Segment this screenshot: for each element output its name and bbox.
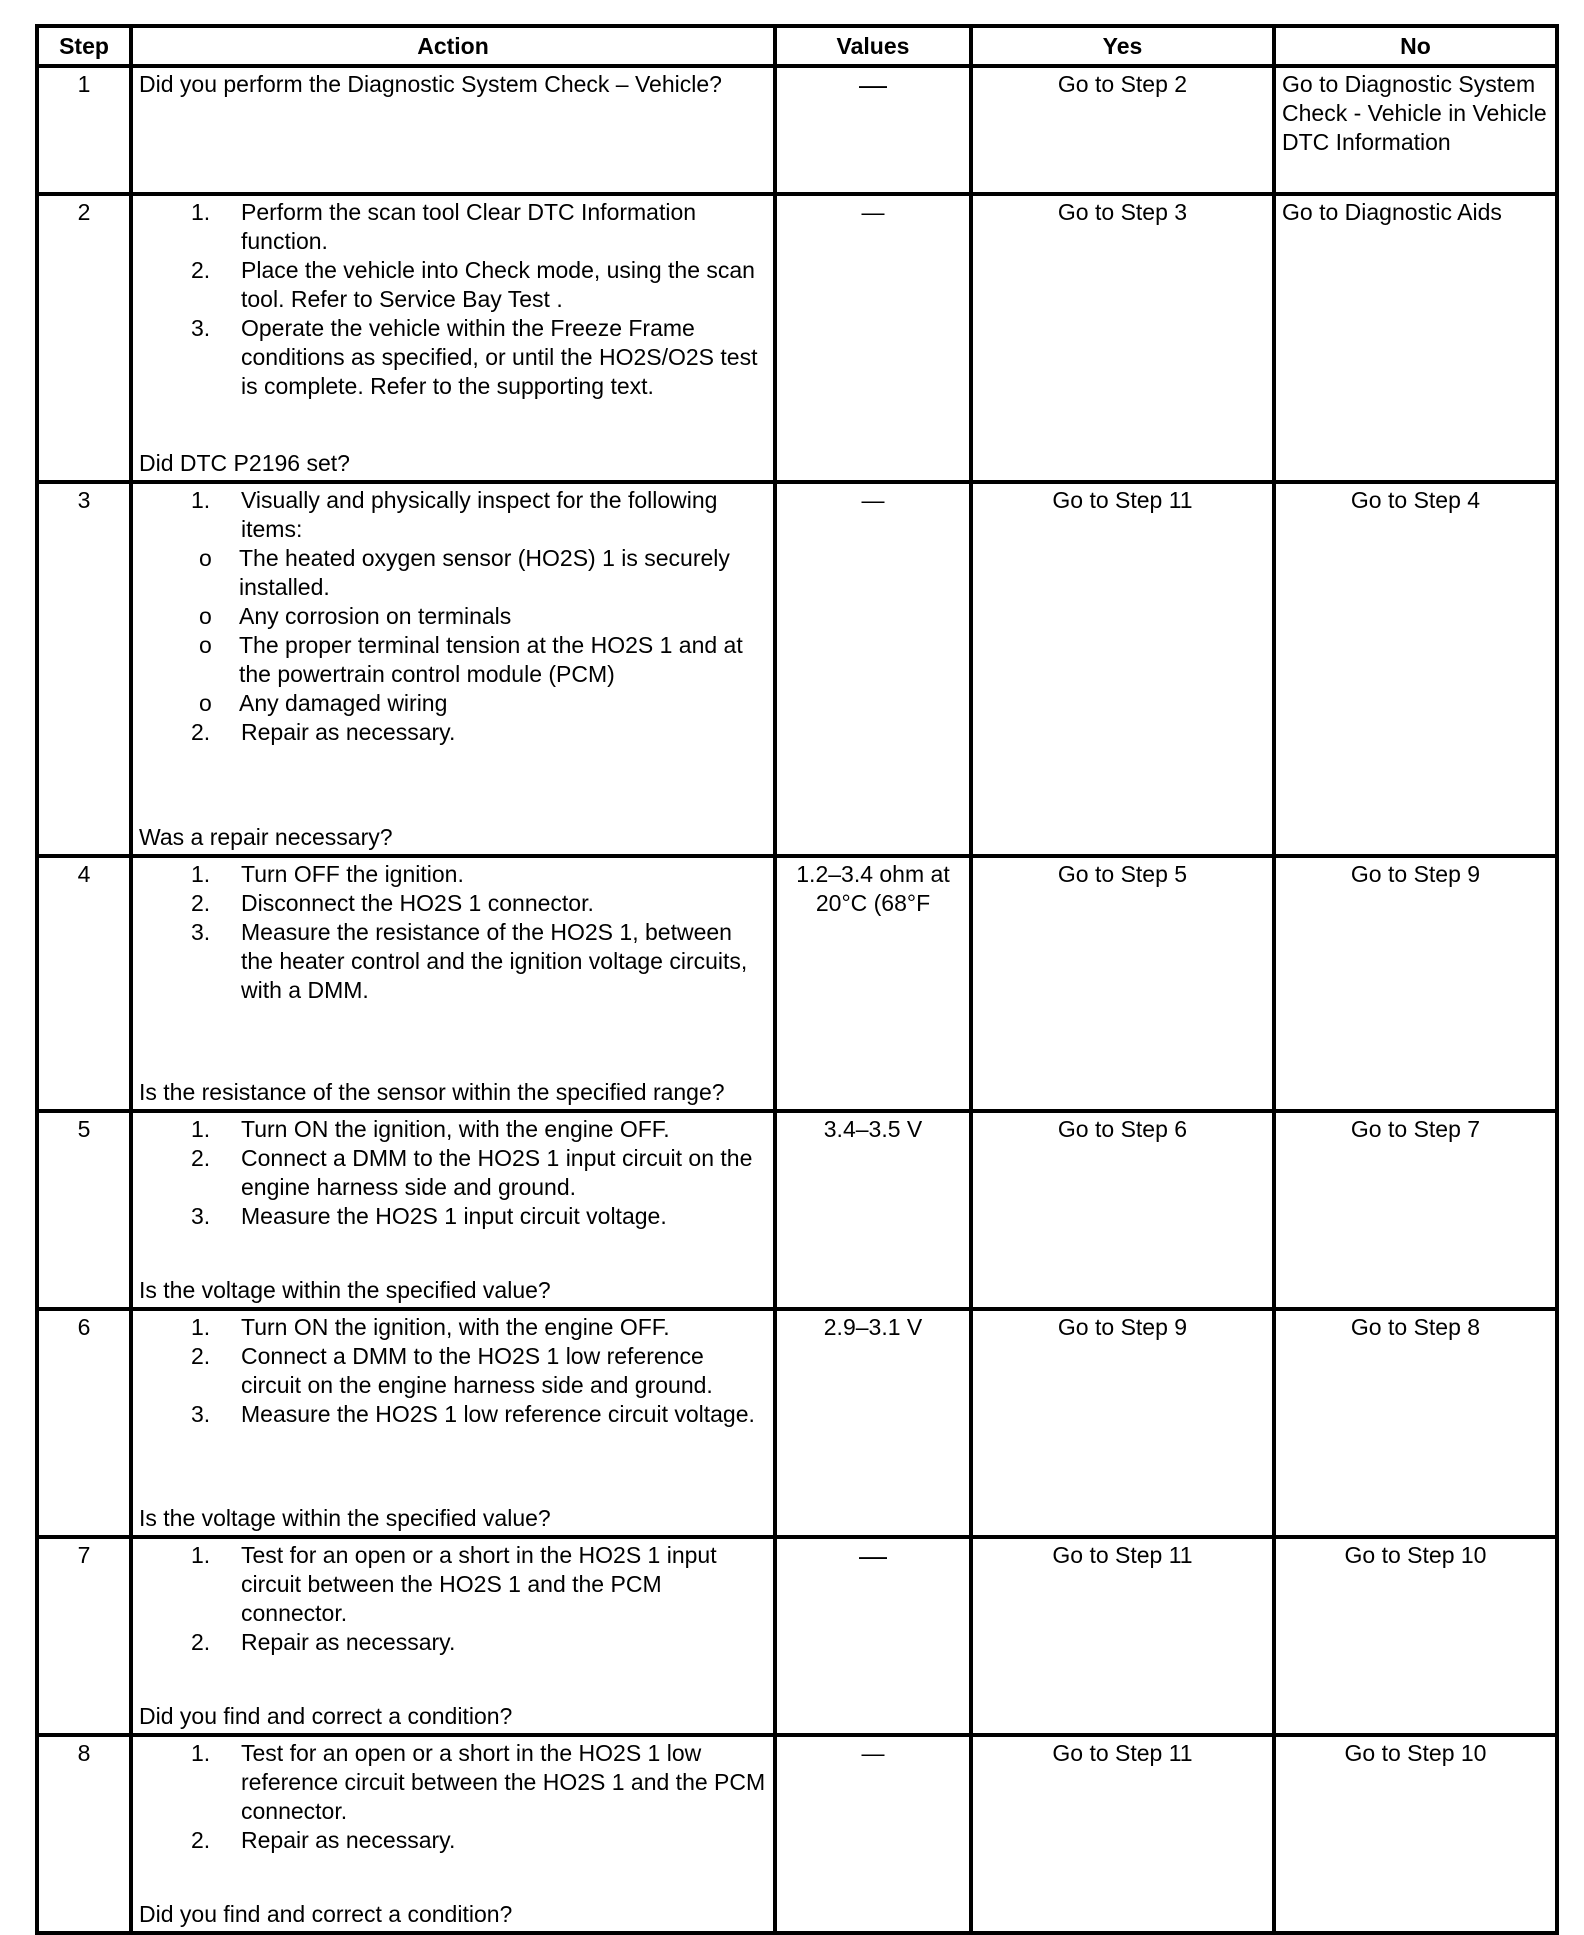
value-text: — bbox=[859, 1540, 887, 1571]
action-question: Is the voltage within the specified value? bbox=[139, 1505, 551, 1531]
action-question: Was a repair necessary? bbox=[139, 824, 393, 850]
step-number: 8 bbox=[37, 1735, 131, 1933]
action-cell bbox=[131, 1309, 775, 1537]
sub-list-item: o Any damaged wiring bbox=[199, 690, 448, 716]
action-list bbox=[139, 1739, 767, 1855]
table-row-step-2 bbox=[37, 194, 1557, 482]
yes-cell: Go to Step 2 bbox=[971, 66, 1274, 194]
no-cell: Go to Step 10 bbox=[1274, 1735, 1557, 1933]
value-text: — bbox=[861, 487, 885, 513]
value-cell bbox=[775, 1537, 971, 1735]
header-yes: Yes bbox=[971, 26, 1274, 66]
action-question: Did you find and correct a condition? bbox=[139, 1703, 513, 1729]
header-row bbox=[37, 26, 1557, 66]
list-item: 1. Turn ON the ignition, with the engine OFF. bbox=[191, 1116, 670, 1142]
sub-list-item: o Any corrosion on terminals bbox=[199, 603, 512, 629]
action-cell bbox=[131, 856, 775, 1111]
list-item: 3. Measure the HO2S 1 low reference circuit voltage. bbox=[191, 1401, 755, 1427]
yes-cell: Go to Step 11 bbox=[971, 1735, 1274, 1933]
list-item: 3. Measure the resistance of the HO2S 1, between the heater control and the ignition voltage circuits, with a DMM. bbox=[191, 919, 748, 1003]
table-row-step-6 bbox=[37, 1309, 1557, 1537]
list-item: 2. Connect a DMM to the HO2S 1 input circuit on the engine harness side and ground. bbox=[191, 1145, 753, 1200]
list-item: 1. Visually and physically inspect for the following items: o The heated oxygen sensor (HO2S) 1 is securely installed. o Any corrosion on terminals o The proper terminal tension at the HO2S 1 and at the powertrain control module (PCM) o Any damaged wiring bbox=[139, 486, 767, 718]
list-item: 1. Turn ON the ignition, with the engine OFF. bbox=[191, 1314, 670, 1340]
list-item: 1. Test for an open or a short in the HO2S 1 input circuit between the HO2S 1 and the PCM connector. bbox=[191, 1542, 717, 1626]
list-item: 2. Repair as necessary. bbox=[191, 719, 456, 745]
no-cell: Go to Step 10 bbox=[1274, 1537, 1557, 1735]
no-cell: Go to Step 4 bbox=[1274, 482, 1557, 856]
action-list bbox=[139, 860, 767, 1005]
list-item: 2. Place the vehicle into Check mode, using the scan tool. Refer to Service Bay Test . bbox=[191, 257, 755, 312]
no-cell: Go to Diagnostic System Check - Vehicle in Vehicle DTC Information bbox=[1274, 66, 1557, 194]
sub-list-item: o The heated oxygen sensor (HO2S) 1 is securely installed. bbox=[199, 545, 730, 600]
table-row-step-4 bbox=[37, 856, 1557, 1111]
step-number: 3 bbox=[37, 482, 131, 856]
action-cell bbox=[131, 1735, 775, 1933]
list-item: 3. Operate the vehicle within the Freeze Frame conditions as specified, or until the HO2S/O2S test is complete. Refer to the supporting text. bbox=[191, 315, 758, 399]
step-number: 4 bbox=[37, 856, 131, 1111]
value-text: 3.4–3.5 V bbox=[823, 1116, 923, 1142]
list-item: 3. Measure the HO2S 1 input circuit voltage. bbox=[191, 1203, 667, 1229]
no-cell: Go to Step 7 bbox=[1274, 1111, 1557, 1309]
action-list bbox=[139, 1115, 767, 1231]
header-values: Values bbox=[775, 26, 971, 66]
action-question: Is the resistance of the sensor within the specified range? bbox=[139, 1079, 725, 1105]
value-cell bbox=[775, 1735, 971, 1933]
table-row-step-8 bbox=[37, 1735, 1557, 1933]
action-question: Did you find and correct a condition? bbox=[139, 1901, 513, 1927]
list-item: 1. Perform the scan tool Clear DTC Information function. bbox=[191, 199, 697, 254]
list-item: 1. Turn OFF the ignition. bbox=[191, 861, 464, 887]
value-text: — bbox=[861, 199, 885, 225]
step-number: 7 bbox=[37, 1537, 131, 1735]
table-row-step-3 bbox=[37, 482, 1557, 856]
value-cell bbox=[775, 1111, 971, 1309]
sub-list-item: o The proper terminal tension at the HO2S 1 and at the powertrain control module (PCM) bbox=[199, 632, 743, 687]
sub-list bbox=[139, 544, 767, 718]
list-item: 2. Repair as necessary. bbox=[191, 1629, 456, 1655]
value-cell bbox=[775, 66, 971, 194]
header-step: Step bbox=[37, 26, 131, 66]
action-list bbox=[139, 198, 767, 401]
value-text: — bbox=[861, 1740, 885, 1766]
no-cell: Go to Diagnostic Aids bbox=[1274, 194, 1557, 482]
no-cell: Go to Step 8 bbox=[1274, 1309, 1557, 1537]
step-number: 5 bbox=[37, 1111, 131, 1309]
diagnostic-table bbox=[35, 24, 1559, 1935]
action-question: Did DTC P2196 set? bbox=[139, 450, 350, 476]
action-list bbox=[139, 1541, 767, 1657]
step-number: 2 bbox=[37, 194, 131, 482]
list-item: 2. Connect a DMM to the HO2S 1 low reference circuit on the engine harness side and ground. bbox=[191, 1343, 713, 1398]
header-no: No bbox=[1274, 26, 1557, 66]
no-cell: Go to Step 9 bbox=[1274, 856, 1557, 1111]
step-number: 6 bbox=[37, 1309, 131, 1537]
value-text: 1.2–3.4 ohm at 20°C (68°F bbox=[796, 861, 950, 916]
yes-cell: Go to Step 11 bbox=[971, 1537, 1274, 1735]
action-cell bbox=[131, 1537, 775, 1735]
action-list bbox=[139, 486, 767, 747]
yes-cell: Go to Step 6 bbox=[971, 1111, 1274, 1309]
action-list bbox=[139, 1313, 767, 1429]
yes-cell: Go to Step 9 bbox=[971, 1309, 1274, 1537]
action-cell bbox=[131, 194, 775, 482]
action-question: Is the voltage within the specified value? bbox=[139, 1277, 551, 1303]
yes-cell: Go to Step 5 bbox=[971, 856, 1274, 1111]
value-cell bbox=[775, 482, 971, 856]
yes-cell: Go to Step 3 bbox=[971, 194, 1274, 482]
table-row-step-5 bbox=[37, 1111, 1557, 1309]
value-text: — bbox=[859, 69, 887, 100]
value-cell bbox=[775, 856, 971, 1111]
step-number: 1 bbox=[37, 66, 131, 194]
action-question: Did you perform the Diagnostic System Check – Vehicle? bbox=[139, 71, 722, 97]
action-cell bbox=[131, 1111, 775, 1309]
list-item: 2. Repair as necessary. bbox=[191, 1827, 456, 1853]
action-cell bbox=[131, 66, 775, 194]
action-cell bbox=[131, 482, 775, 856]
table-row-step-7 bbox=[37, 1537, 1557, 1735]
yes-cell: Go to Step 11 bbox=[971, 482, 1274, 856]
list-item: 1. Test for an open or a short in the HO2S 1 low reference circuit between the HO2S 1 and the PCM connector. bbox=[191, 1740, 766, 1824]
header-action: Action bbox=[131, 26, 775, 66]
table-row-step-1 bbox=[37, 66, 1557, 194]
value-text: 2.9–3.1 V bbox=[823, 1314, 923, 1340]
list-item: 2. Disconnect the HO2S 1 connector. bbox=[191, 890, 594, 916]
value-cell bbox=[775, 1309, 971, 1537]
value-cell bbox=[775, 194, 971, 482]
